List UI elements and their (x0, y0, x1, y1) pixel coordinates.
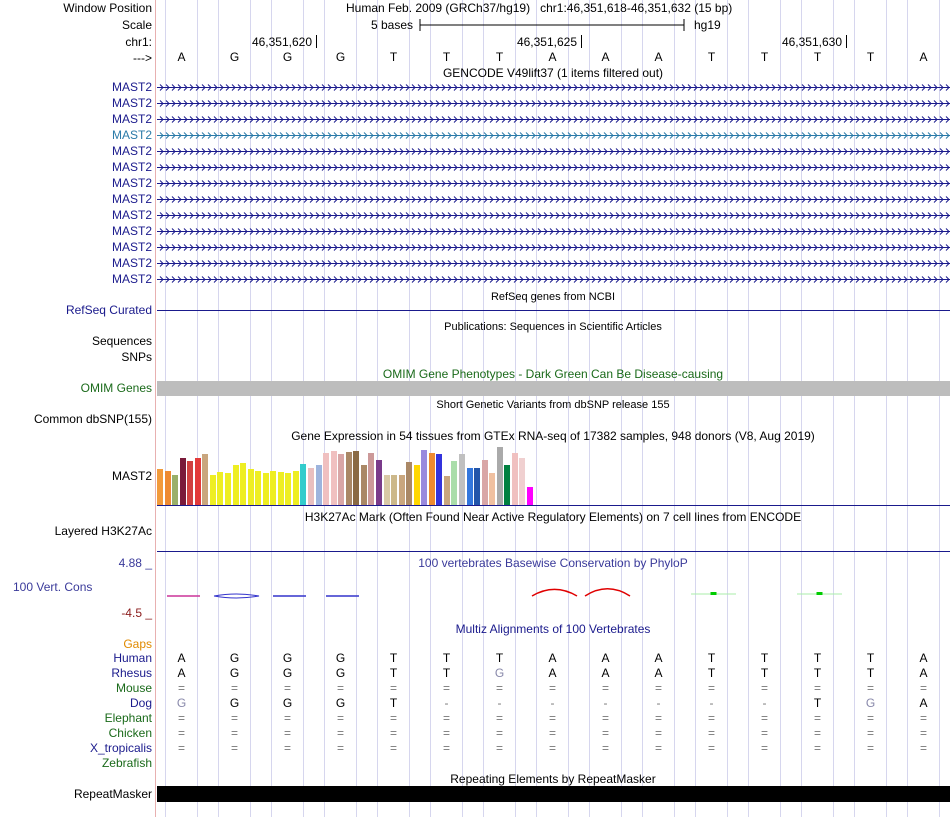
transcript-feature[interactable] (157, 114, 950, 124)
aligned-base: = (548, 741, 556, 755)
aligned-base: = (495, 726, 503, 740)
aligned-base: A (548, 666, 557, 680)
gtex-tissue-bar[interactable] (482, 460, 488, 505)
aligned-base: = (760, 741, 768, 755)
aligned-base: - (762, 696, 767, 710)
transcript-feature[interactable] (157, 258, 950, 268)
repeatmasker-label[interactable]: RepeatMasker (73, 787, 152, 801)
gtex-tissue-bar[interactable] (519, 458, 525, 505)
aligned-base: = (866, 681, 874, 695)
aligned-base: = (919, 681, 927, 695)
transcript-label[interactable]: MAST2 (111, 224, 152, 238)
reference-base: A (177, 50, 186, 64)
reference-base: G (282, 50, 293, 64)
aligned-base: = (283, 711, 291, 725)
conservation-peak (532, 589, 577, 596)
aligned-base: = (601, 726, 609, 740)
reference-base: T (442, 50, 451, 64)
gtex-tissue-bar[interactable] (451, 461, 457, 505)
aligned-base: T (813, 696, 822, 710)
aligned-base: T (866, 651, 875, 665)
aligned-base: G (282, 651, 293, 665)
aligned-base: T (866, 666, 875, 680)
repeatmasker-feature[interactable] (157, 786, 950, 802)
gtex-tissue-bar[interactable] (436, 454, 442, 505)
transcript-label[interactable]: MAST2 (111, 192, 152, 206)
aligned-base: G (335, 666, 346, 680)
aligned-base: = (548, 726, 556, 740)
gtex-tissue-bar[interactable] (399, 475, 405, 505)
aligned-base: = (230, 741, 238, 755)
gtex-tissue-bar[interactable] (210, 475, 216, 505)
aligned-base: G (176, 696, 187, 710)
aligned-base: T (442, 666, 451, 680)
omim-label[interactable]: OMIM Genes (80, 381, 152, 395)
gtex-tissue-bar[interactable] (376, 460, 382, 505)
aligned-base: = (601, 711, 609, 725)
aligned-base: A (654, 666, 663, 680)
reference-base: A (654, 50, 663, 64)
gtex-tissue-bar[interactable] (429, 453, 435, 505)
window-position-value: Human Feb. 2009 (GRCh37/hg19) chr1:46,351,618-46,351,632 (15 bp) (346, 1, 733, 15)
transcript-feature[interactable] (157, 178, 950, 188)
species-label[interactable]: Human (113, 651, 152, 665)
aligned-base: - (656, 696, 661, 710)
ruler-position-label: 46,351,625 (516, 35, 577, 49)
aligned-base: = (813, 741, 821, 755)
species-label[interactable]: Elephant (104, 711, 152, 725)
aligned-base: T (813, 666, 822, 680)
aligned-base: A (601, 651, 610, 665)
gtex-tissue-bar[interactable] (217, 472, 223, 505)
aligned-base: A (177, 666, 186, 680)
aligned-base: T (760, 666, 769, 680)
gtex-tissue-bar[interactable] (474, 468, 480, 505)
aligned-base: = (177, 741, 185, 755)
chrom-label[interactable]: chr1: (125, 35, 152, 49)
aligned-base: = (495, 711, 503, 725)
aligned-base: = (177, 711, 185, 725)
conservation-score-mark (817, 592, 823, 595)
aligned-base: = (548, 711, 556, 725)
gtex-tissue-bar[interactable] (172, 475, 178, 505)
aligned-base: G (282, 696, 293, 710)
aligned-base: = (760, 681, 768, 695)
aligned-base: A (601, 666, 610, 680)
gtex-tissue-bar[interactable] (270, 471, 276, 505)
scale-bar (418, 18, 688, 32)
transcript-feature[interactable] (157, 98, 950, 108)
aligned-base: G (229, 696, 240, 710)
aligned-base: A (919, 666, 928, 680)
repeatmasker-track-title: Repeating Elements by RepeatMasker (450, 772, 656, 786)
gtex-tissue-bar[interactable] (467, 468, 473, 505)
gtex-tissue-bar[interactable] (414, 465, 420, 505)
aligned-base: = (389, 711, 397, 725)
aligned-base: A (548, 651, 557, 665)
aligned-base: = (389, 741, 397, 755)
ruler-tick (581, 35, 582, 48)
transcript-feature[interactable] (157, 194, 950, 204)
h3k27ac-label[interactable]: Layered H3K27Ac (54, 524, 152, 538)
gencode-track-title: GENCODE V49lift37 (1 items filtered out) (442, 66, 664, 80)
gtex-tissue-bar[interactable] (195, 458, 201, 505)
aligned-base: = (336, 711, 344, 725)
gtex-tissue-bar[interactable] (285, 473, 291, 505)
gtex-tissue-bar[interactable] (368, 453, 374, 505)
aligned-base: = (813, 726, 821, 740)
aligned-base: T (389, 666, 398, 680)
gtex-tissue-bar[interactable] (278, 472, 284, 505)
transcript-label[interactable]: MAST2 (111, 112, 152, 126)
ruler-position-label: 46,351,630 (781, 35, 842, 49)
gtex-tissue-bar[interactable] (187, 461, 193, 505)
aligned-base: = (442, 726, 450, 740)
refseq-track-title: RefSeq genes from NCBI (490, 291, 616, 303)
publications-track-title: Publications: Sequences in Scientific Articles (444, 321, 662, 333)
omim-feature[interactable] (157, 381, 950, 396)
aligned-base: - (444, 696, 449, 710)
conservation-label[interactable]: 100 Vert. Cons (13, 580, 93, 594)
aligned-base: = (654, 726, 662, 740)
aligned-base: = (866, 726, 874, 740)
conservation-negative (214, 594, 259, 598)
conservation-peak (585, 589, 630, 596)
ruler-tick (316, 35, 317, 48)
gtex-tissue-bar[interactable] (240, 463, 246, 505)
gtex-tissue-bar[interactable] (233, 465, 239, 505)
h3k27ac-baseline (157, 551, 950, 552)
aligned-base: = (866, 711, 874, 725)
gtex-tissue-bar[interactable] (338, 454, 344, 505)
aligned-base: = (813, 711, 821, 725)
species-label[interactable]: Mouse (115, 681, 152, 695)
species-label[interactable]: Rhesus (111, 666, 152, 680)
aligned-base: T (442, 651, 451, 665)
gtex-tissue-bar[interactable] (497, 447, 503, 505)
aligned-base: G (229, 651, 240, 665)
aligned-base: T (389, 696, 398, 710)
snps-label[interactable]: SNPs (121, 350, 152, 364)
gtex-tissue-bar[interactable] (331, 451, 337, 505)
gtex-tissue-bar[interactable] (323, 453, 329, 505)
aligned-base: - (603, 696, 608, 710)
refseq-line (157, 310, 950, 311)
aligned-base: A (654, 651, 663, 665)
aligned-base: G (335, 651, 346, 665)
aligned-base: = (230, 711, 238, 725)
reference-base: A (548, 50, 557, 64)
conservation-max: 4.88 _ (118, 556, 152, 570)
reference-base: T (389, 50, 398, 64)
reference-base: T (495, 50, 504, 64)
gtex-tissue-bar[interactable] (316, 465, 322, 505)
species-label[interactable]: X_tropicalis (89, 741, 152, 755)
aligned-base: T (707, 666, 716, 680)
transcript-feature[interactable] (157, 210, 950, 220)
gtex-tissue-bar[interactable] (308, 468, 314, 505)
ruler-tick (846, 35, 847, 48)
transcript-label[interactable]: MAST2 (111, 176, 152, 190)
conservation-track-title: 100 vertebrates Basewise Conservation by PhyloP (418, 556, 688, 570)
aligned-base: = (283, 741, 291, 755)
refseq-label[interactable]: RefSeq Curated (65, 303, 152, 317)
gtex-tissue-bar[interactable] (421, 450, 427, 505)
aligned-base: T (813, 651, 822, 665)
gtex-tissue-bar[interactable] (361, 465, 367, 505)
gtex-tissue-bar[interactable] (444, 476, 450, 505)
aligned-base: = (177, 681, 185, 695)
aligned-base: = (389, 681, 397, 695)
transcript-feature[interactable] (157, 146, 950, 156)
reference-base: G (229, 50, 240, 64)
aligned-base: = (230, 681, 238, 695)
aligned-base: = (442, 741, 450, 755)
transcript-label[interactable]: MAST2 (111, 160, 152, 174)
scale-value: 5 bases (371, 18, 414, 32)
gtex-tissue-bar[interactable] (353, 451, 359, 505)
reference-base: G (335, 50, 346, 64)
gtex-tissue-bar[interactable] (293, 471, 299, 505)
aligned-base: - (497, 696, 502, 710)
reference-base: T (707, 50, 716, 64)
transcript-label[interactable]: MAST2 (111, 256, 152, 270)
aligned-base: = (654, 681, 662, 695)
gtex-tissue-bar[interactable] (512, 453, 518, 505)
transcript-label[interactable]: MAST2 (111, 240, 152, 254)
aligned-base: T (389, 651, 398, 665)
aligned-base: = (336, 726, 344, 740)
dbsnp-track-title: Short Genetic Variants from dbSNP release 155 (436, 399, 670, 411)
aligned-base: T (707, 651, 716, 665)
aligned-base: = (548, 681, 556, 695)
gtex-tissue-bar[interactable] (406, 462, 412, 505)
conservation-plot[interactable] (157, 578, 950, 608)
transcript-feature[interactable] (157, 82, 950, 92)
aligned-base: = (336, 741, 344, 755)
gtex-tissue-bar[interactable] (489, 473, 495, 505)
gtex-tissue-bar[interactable] (165, 471, 171, 505)
sequences-label[interactable]: Sequences (91, 334, 152, 348)
aligned-base: = (760, 726, 768, 740)
aligned-base: = (495, 741, 503, 755)
gtex-tissue-bar[interactable] (255, 471, 261, 505)
aligned-base: = (230, 726, 238, 740)
gtex-tissue-bar[interactable] (180, 458, 186, 505)
gtex-tissue-bar[interactable] (202, 454, 208, 505)
gtex-tissue-bar[interactable] (527, 487, 533, 505)
reference-base: A (919, 50, 928, 64)
transcript-feature[interactable] (157, 130, 950, 140)
aligned-base: A (919, 651, 928, 665)
transcript-feature[interactable] (157, 242, 950, 252)
transcript-label[interactable]: MAST2 (111, 96, 152, 110)
transcript-label[interactable]: MAST2 (111, 144, 152, 158)
aligned-base: = (654, 741, 662, 755)
aligned-base: = (601, 681, 609, 695)
reference-base: T (866, 50, 875, 64)
aligned-base: G (282, 666, 293, 680)
transcript-label[interactable]: MAST2 (111, 272, 152, 286)
aligned-base: G (229, 666, 240, 680)
aligned-base: = (919, 741, 927, 755)
gtex-tissue-bar[interactable] (504, 465, 510, 505)
transcript-label[interactable]: MAST2 (111, 208, 152, 222)
omim-track-title: OMIM Gene Phenotypes - Dark Green Can Be Disease-causing (382, 367, 724, 381)
species-label[interactable]: Zebrafish (101, 756, 152, 770)
aligned-base: = (601, 741, 609, 755)
gtex-tissue-bar[interactable] (346, 452, 352, 505)
scale-label[interactable]: Scale (121, 18, 152, 32)
reference-base: T (813, 50, 822, 64)
aligned-base: = (389, 726, 397, 740)
species-label[interactable]: Dog (129, 696, 152, 710)
assembly-name: hg19 (694, 18, 721, 32)
aligned-base: G (865, 696, 876, 710)
dbsnp-label[interactable]: Common dbSNP(155) (33, 412, 152, 426)
gtex-tissue-bar[interactable] (300, 464, 306, 505)
aligned-base: - (709, 696, 714, 710)
aligned-base: - (550, 696, 555, 710)
gtex-tissue-bar[interactable] (157, 469, 163, 505)
aligned-base: = (760, 711, 768, 725)
aligned-base: T (495, 651, 504, 665)
aligned-base: = (283, 726, 291, 740)
gtex-baseline (157, 505, 950, 506)
transcript-feature[interactable] (157, 162, 950, 172)
aligned-base: G (494, 666, 505, 680)
aligned-base: = (919, 726, 927, 740)
aligned-base: = (442, 681, 450, 695)
aligned-base: = (919, 711, 927, 725)
gtex-tissue-bar[interactable] (459, 454, 465, 505)
transcript-feature[interactable] (157, 226, 950, 236)
window-position-label[interactable]: Window Position (63, 1, 152, 15)
gtex-tissue-bar[interactable] (391, 475, 397, 505)
gtex-tissue-bar[interactable] (384, 475, 390, 505)
transcript-label[interactable]: MAST2 (111, 128, 152, 142)
aligned-base: A (919, 696, 928, 710)
aligned-base: = (336, 681, 344, 695)
aligned-base: = (177, 726, 185, 740)
reference-base: A (601, 50, 610, 64)
aligned-base: = (707, 711, 715, 725)
species-label[interactable]: Chicken (108, 726, 152, 740)
transcript-label[interactable]: MAST2 (111, 80, 152, 94)
gtex-tissue-bar[interactable] (248, 469, 254, 505)
aligned-base: G (335, 696, 346, 710)
gtex-label[interactable]: MAST2 (111, 469, 152, 483)
strand-label[interactable]: ---> (133, 51, 152, 65)
h3k27ac-track-title: H3K27Ac Mark (Often Found Near Active Regulatory Elements) on 7 cell lines from ENCODE (304, 510, 802, 524)
gaps-label[interactable]: Gaps (123, 637, 152, 651)
reference-base: T (760, 50, 769, 64)
aligned-base: = (442, 711, 450, 725)
aligned-base: = (866, 741, 874, 755)
aligned-base: = (707, 681, 715, 695)
aligned-base: = (654, 711, 662, 725)
aligned-base: = (707, 741, 715, 755)
aligned-base: = (813, 681, 821, 695)
gtex-track-title: Gene Expression in 54 tissues from GTEx RNA-seq of 17382 samples, 948 donors (V8, Aug 2019) (291, 429, 815, 443)
multiz-track-title: Multiz Alignments of 100 Vertebrates (455, 622, 651, 636)
gtex-tissue-bar[interactable] (225, 473, 231, 505)
aligned-base: = (495, 681, 503, 695)
aligned-base: A (177, 651, 186, 665)
conservation-score-mark (711, 592, 717, 595)
conservation-min: -4.5 _ (121, 606, 152, 620)
transcript-feature[interactable] (157, 274, 950, 284)
aligned-base: = (707, 726, 715, 740)
aligned-base: T (760, 651, 769, 665)
ruler-position-label: 46,351,620 (251, 35, 312, 49)
gtex-tissue-bar[interactable] (263, 473, 269, 505)
aligned-base: = (283, 681, 291, 695)
